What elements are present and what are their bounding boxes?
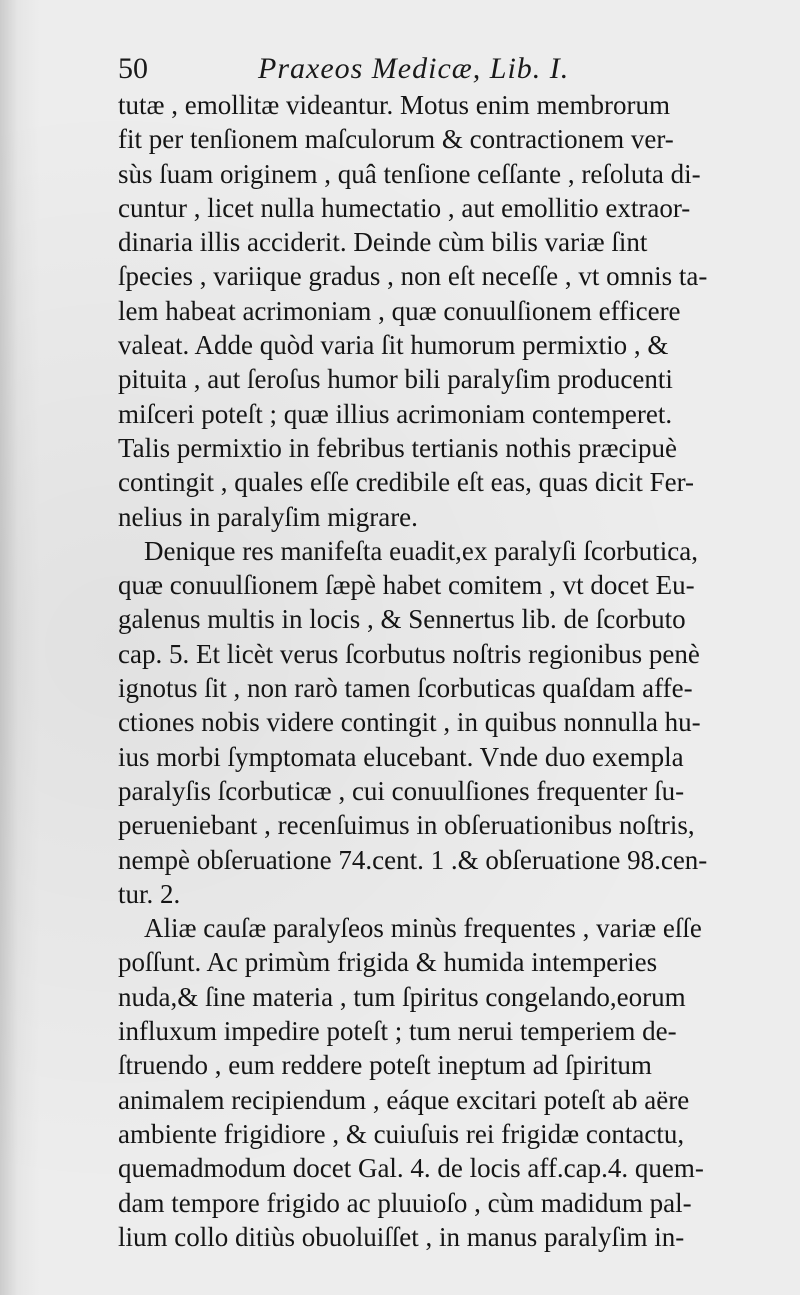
text-line: cap. 5. Et licèt verus ſcorbutus noſtris regionibus penè	[118, 638, 700, 669]
paragraph	[118, 911, 790, 1254]
text-line: dinaria illis acciderit. Deinde cùm bilis variæ ſint	[118, 227, 648, 258]
running-title: Praxeos Medicæ, Lib. I.	[258, 52, 570, 85]
text-line: sùs ſuam originem , quâ tenſione ceſſante , reſoluta di-	[118, 158, 701, 189]
text-line: animalem recipiendum , eáque excitari poteſt ab aëre	[118, 1084, 690, 1115]
text-line: nuda,& ſine materia , tum ſpiritus congelando,eorum	[118, 981, 686, 1012]
text-line: fit per tenſionem maſculorum & contractionem ver-	[118, 124, 674, 155]
text-line: quemadmodum docet Gal. 4. de locis aff.cap.4. quem-	[118, 1153, 704, 1184]
text-line: lem habeat acrimoniam , quæ conuulſionem efficere	[118, 295, 681, 326]
paragraph	[118, 88, 790, 534]
page-header	[118, 52, 638, 92]
body-text	[118, 88, 790, 1254]
text-line: pituita , aut ſeroſus humor bili paralyſim producenti	[118, 364, 673, 395]
text-line: ctiones nobis videre contingit , in quibus nonnulla hu-	[118, 707, 701, 738]
text-line: ignotus ſit , non rarò tamen ſcorbuticas quaſdam affe-	[118, 673, 693, 704]
text-line: tutæ , emollitæ videantur. Motus enim membrorum	[118, 90, 670, 120]
page-number: 50	[118, 52, 148, 85]
text-line: ſtruendo , eum reddere poteſt ineptum ad ſpiritum	[118, 1050, 652, 1081]
text-line: dam tempore frigido ac pluuioſo , cùm madidum pal-	[118, 1187, 692, 1218]
text-line: quæ conuulſionem ſæpè habet comitem , vt docet Eu-	[118, 570, 695, 601]
text-line: ſpecies , variique gradus , non eſt neceſſe , vt omnis ta-	[118, 261, 708, 292]
paragraph	[118, 534, 790, 911]
text-line: perueniebant , recenſuimus in obſeruationibus noſtris,	[118, 810, 695, 841]
text-line: Denique res manifeſta euadit,ex paralyſi ſcorbutica,	[144, 535, 699, 566]
text-line: lium collo ditiùs obuoluiſſet , in manus paralyſim in-	[118, 1221, 685, 1252]
text-line: valeat. Adde quòd varia ſit humorum permixtio , &	[118, 330, 669, 361]
text-line: tur. 2.	[118, 878, 181, 909]
text-line: Aliæ cauſæ paralyſeos minùs frequentes , variæ eſſe	[144, 913, 702, 944]
text-line: paralyſis ſcorbuticæ , cui conuulſiones frequenter ſu-	[118, 775, 685, 806]
text-line: nelius in paralyſim migrare.	[118, 501, 418, 532]
text-line: poſſunt. Ac primùm frigida & humida intemperies	[118, 947, 658, 978]
text-line: contingit , quales eſſe credibile eſt eas, quas dicit Fer-	[118, 467, 695, 498]
text-line: cuntur , licet nulla humectatio , aut emollitio extraor-	[118, 192, 691, 223]
text-line: nempè obſeruatione 74.cent. 1 .& obſeruatione 98.cen-	[118, 844, 708, 875]
text-line: Talis permixtio in febribus tertianis nothis præcipuè	[118, 432, 678, 463]
text-line: galenus multis in locis , & Sennertus lib. de ſcorbuto	[118, 604, 686, 635]
text-line: ambiente frigidiore , & cuiuſuis rei frigidæ contactu,	[118, 1118, 685, 1149]
text-line: ius morbi ſymptomata elucebant. Vnde duo exempla	[118, 741, 684, 772]
text-line: influxum impedire poteſt ; tum nerui temperiem de-	[118, 1016, 677, 1047]
text-line: miſceri poteſt ; quæ illius acrimoniam contemperet.	[118, 398, 673, 429]
